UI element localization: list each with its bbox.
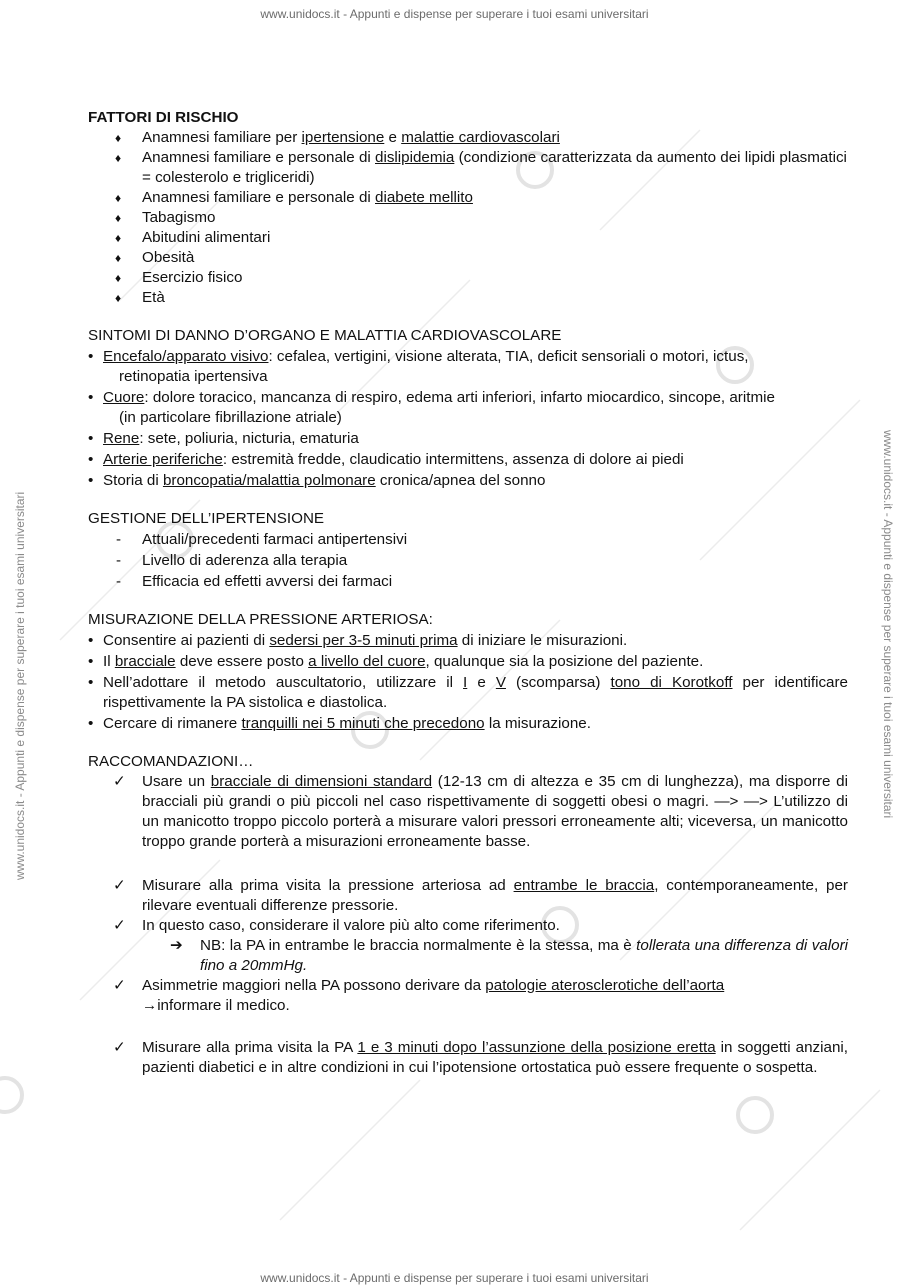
symptom-list [88, 347, 848, 491]
section-fattori-rischio [88, 108, 848, 308]
section-gestione [88, 509, 848, 592]
checkmark-icon: ✓ [113, 917, 126, 934]
measurement-list [88, 631, 848, 734]
risk-factor-list [88, 128, 848, 308]
diamond-bullet-icon: ♦ [115, 271, 122, 285]
watermark-top-text: www.unidocs.it - Appunti e dispense per superare i tuoi esami universitari [260, 7, 649, 21]
section-sintomi [88, 326, 848, 491]
dash-bullet-icon: - [116, 552, 122, 569]
section-title: MISURAZIONE DELLA PRESSIONE ARTERIOSA: [88, 611, 433, 628]
list-item: • Il bracciale deve essere posto a livello del cuore, qualunque sia la posizione del paziente. [88, 653, 704, 670]
checkmark-icon: ✓ [113, 1039, 126, 1056]
management-list [88, 530, 848, 592]
list-item: • Nell’adottare il metodo auscultatorio, utilizzare il I e V (scomparsa) tono di Korotkoff per identificare rispettivamente la PA sistolica e diastolica. [88, 674, 848, 711]
section-misurazione [88, 610, 848, 734]
bullet-icon: • [88, 715, 94, 732]
list-item: • Cercare di rimanere tranquilli nei 5 minuti che precedono la misurazione. [88, 715, 591, 732]
bullet-icon: • [88, 472, 94, 489]
section-title: FATTORI DI RISCHIO [88, 109, 239, 126]
section-title: RACCOMANDAZIONI… [88, 753, 254, 770]
list-item: • Storia di broncopatia/malattia polmonare cronica/apnea del sonno [88, 472, 546, 489]
checkmark-icon: ✓ [113, 877, 126, 894]
dash-bullet-icon: - [116, 531, 122, 548]
list-item: ✓ Misurare alla prima visita la pressione arteriosa ad entrambe le braccia, contemporaneamente, per rilevare eventuali differenze pressorie. [113, 877, 848, 914]
document-body [88, 108, 848, 1096]
bullet-icon: • [88, 348, 94, 365]
section-title: GESTIONE DELL’IPERTENSIONE [88, 510, 325, 527]
bullet-icon: • [88, 632, 94, 649]
list-item: - Attuali/precedenti farmaci antipertensivi [116, 531, 408, 548]
list-item: ✓ Usare un bracciale di dimensioni standard (12-13 cm di altezza e 35 cm di lunghezza), ma disporre di bracciali più grandi o più piccoli nel caso rispettivamente di soggetti obesi o magri. —> —> L’utilizzo di un manicotto troppo piccolo porterà a misurare valori pressori erroneamente alti; viceversa, un manicotto troppo grande porterà a misurazioni erroneamente basse. [113, 773, 848, 850]
list-item: ♦ Anamnesi familiare per ipertensione e malattie cardiovascolari [115, 129, 560, 146]
bullet-icon: • [88, 389, 94, 406]
diamond-bullet-icon: ♦ [115, 131, 122, 145]
list-item: ♦ Tabagismo [115, 209, 216, 226]
list-item: • Cuore: dolore toracico, mancanza di respiro, edema arti inferiori, infarto miocardico, sincope, aritmie (in particolare fibrillazione atriale) [88, 389, 775, 426]
list-item: • Consentire ai pazienti di sedersi per 3-5 minuti prima di iniziare le misurazioni. [88, 632, 628, 649]
checkmark-icon: ✓ [113, 977, 126, 994]
list-item: ♦ Età [115, 289, 165, 306]
section-title: SINTOMI DI DANNO D’ORGANO E MALATTIA CARDIOVASCOLARE [88, 327, 562, 344]
watermark-right: www.unidocs.it - Appunti e dispense per superare i tuoi esami universitari [881, 430, 895, 819]
list-item: ✓ Misurare alla prima visita la PA 1 e 3 minuti dopo l’assunzione della posizione eretta in soggetti anziani, pazienti diabetici e in altre condizioni in cui l’ipotensione ortostatica può essere frequente o sospetta. [113, 1039, 848, 1076]
diamond-bullet-icon: ♦ [115, 251, 122, 265]
list-item: ♦ Anamnesi familiare e personale di diabete mellito [115, 189, 473, 206]
watermark-bottom-text: www.unidocs.it - Appunti e dispense per superare i tuoi esami universitari [260, 1271, 649, 1285]
diamond-bullet-icon: ♦ [115, 191, 122, 205]
list-item: ✓ Asimmetrie maggiori nella PA possono derivare da patologie aterosclerotiche dell’aorta →informare il medico. [113, 977, 725, 1014]
watermark-bottom [0, 1268, 909, 1288]
list-item: • Encefalo/apparato visivo: cefalea, vertigini, visione alterata, TIA, deficit sensoriali o motori, ictus, retinopatia ipertensiva [88, 348, 749, 385]
recommendation-list [88, 772, 848, 1078]
list-item: ♦ Anamnesi familiare e personale di dislipidemia (condizione caratterizzata da aumento dei lipidi plasmatici = colesterolo e trigliceridi) [115, 149, 847, 186]
bullet-icon: • [88, 674, 94, 691]
arrow-right-icon: ➔ [170, 937, 183, 954]
list-item: ♦ Obesità [115, 249, 195, 266]
diamond-bullet-icon: ♦ [115, 291, 122, 305]
list-item: ♦ Abitudini alimentari [115, 229, 271, 246]
list-item: - Efficacia ed effetti avversi dei farmaci [116, 573, 393, 590]
watermark-top [0, 4, 909, 24]
checkmark-icon: ✓ [113, 773, 126, 790]
dash-bullet-icon: - [116, 573, 122, 590]
list-item: • Arterie periferiche: estremità fredde, claudicatio intermittens, assenza di dolore ai piedi [88, 451, 684, 468]
bullet-icon: • [88, 430, 94, 447]
list-item: • Rene: sete, poliuria, nicturia, ematuria [88, 430, 359, 447]
diamond-bullet-icon: ♦ [115, 151, 122, 165]
bullet-icon: • [88, 451, 94, 468]
diamond-bullet-icon: ♦ [115, 211, 122, 225]
diamond-bullet-icon: ♦ [115, 231, 122, 245]
list-item: ✓ In questo caso, considerare il valore più alto come riferimento. ➔ NB: la PA in entrambe le braccia normalmente è la stessa, ma è tollerata una differenza di valori fino a 20mmHg. [113, 917, 848, 974]
note-block: ➔ NB: la PA in entrambe le braccia normalmente è la stessa, ma è tollerata una differenza di valori fino a 20mmHg. [170, 937, 848, 974]
list-item: - Livello di aderenza alla terapia [116, 552, 348, 569]
section-raccomandazioni [88, 752, 848, 1078]
list-item: ♦ Esercizio fisico [115, 269, 243, 286]
watermark-left: www.unidocs.it - Appunti e dispense per superare i tuoi esami universitari [13, 491, 27, 880]
bullet-icon: • [88, 653, 94, 670]
